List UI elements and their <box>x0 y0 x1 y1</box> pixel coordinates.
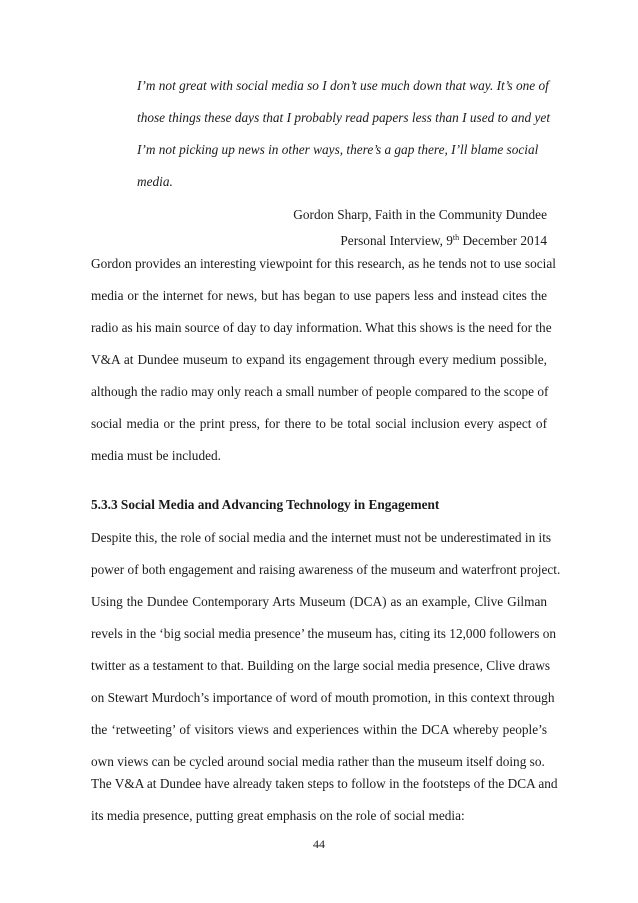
paragraph-line: twitter as a testament to that. Building on the large social media presence, Clive draws <box>91 658 551 673</box>
quote-line: I’m not great with social media so I don’t use much down that way. It’s one of <box>137 78 549 93</box>
attribution-date <box>293 228 547 254</box>
quote-line: media. <box>137 174 173 189</box>
interview-quote <box>137 70 557 198</box>
paragraph-line: its media presence, putting great emphasis on the role of social media: <box>91 808 465 823</box>
paragraph-line: power of both engagement and raising awareness of the museum and waterfront project. <box>91 562 561 577</box>
paragraph-line: Using the Dundee Contemporary Arts Museum (DCA) as an example, Clive Gilman <box>91 594 547 609</box>
page-number: 44 <box>313 837 325 851</box>
paragraph-line: The V&A at Dundee have already taken steps to follow in the footsteps of the DCA and <box>91 776 558 791</box>
body-paragraph-1 <box>91 253 556 477</box>
quote-line: those things these days that I probably read papers less than I used to and yet <box>137 110 551 125</box>
paragraph-line: on Stewart Murdoch’s importance of word of mouth promotion, in this context through <box>91 690 555 705</box>
section-heading: 5.3.3 Social Media and Advancing Technology in Engagement <box>91 497 440 512</box>
paragraph-line: the ‘retweeting’ of visitors views and experiences within the DCA whereby people’s <box>91 722 547 737</box>
attribution-date-suffix: December 2014 <box>459 233 547 248</box>
paragraph-line: although the radio may only reach a small number of people compared to the scope of <box>91 384 549 399</box>
ordinal-suffix: th <box>452 233 460 242</box>
paragraph-line: own views can be cycled around social media rather than the museum itself doing so. <box>91 754 545 769</box>
paragraph-line: radio as his main source of day to day information. What this shows is the need for the <box>91 320 552 335</box>
paragraph-line: media must be included. <box>91 448 221 463</box>
quote-line: I’m not picking up news in other ways, there’s a gap there, I’ll blame social <box>137 142 539 157</box>
paragraph-line: revels in the ‘big social media presence’ the museum has, citing its 12,000 followers on <box>91 626 557 641</box>
paragraph-line: V&A at Dundee museum to expand its engagement through every medium possible, <box>91 352 547 367</box>
paragraph-line: Despite this, the role of social media and the internet must not be underestimated in its <box>91 530 552 545</box>
paragraph-line: media or the internet for news, but has began to use papers less and instead cites the <box>91 288 547 303</box>
paragraph-line: Gordon provides an interesting viewpoint for this research, as he tends not to use social <box>91 256 556 271</box>
quote-attribution <box>293 202 547 254</box>
paragraph-line: social media or the print press, for there to be total social inclusion every aspect of <box>91 416 547 431</box>
attribution-date-prefix: Personal Interview, 9 <box>340 233 453 248</box>
attribution-name: Gordon Sharp, Faith in the Community Dundee <box>293 207 547 222</box>
body-paragraph-2 <box>91 527 561 783</box>
body-paragraph-3 <box>91 773 558 837</box>
